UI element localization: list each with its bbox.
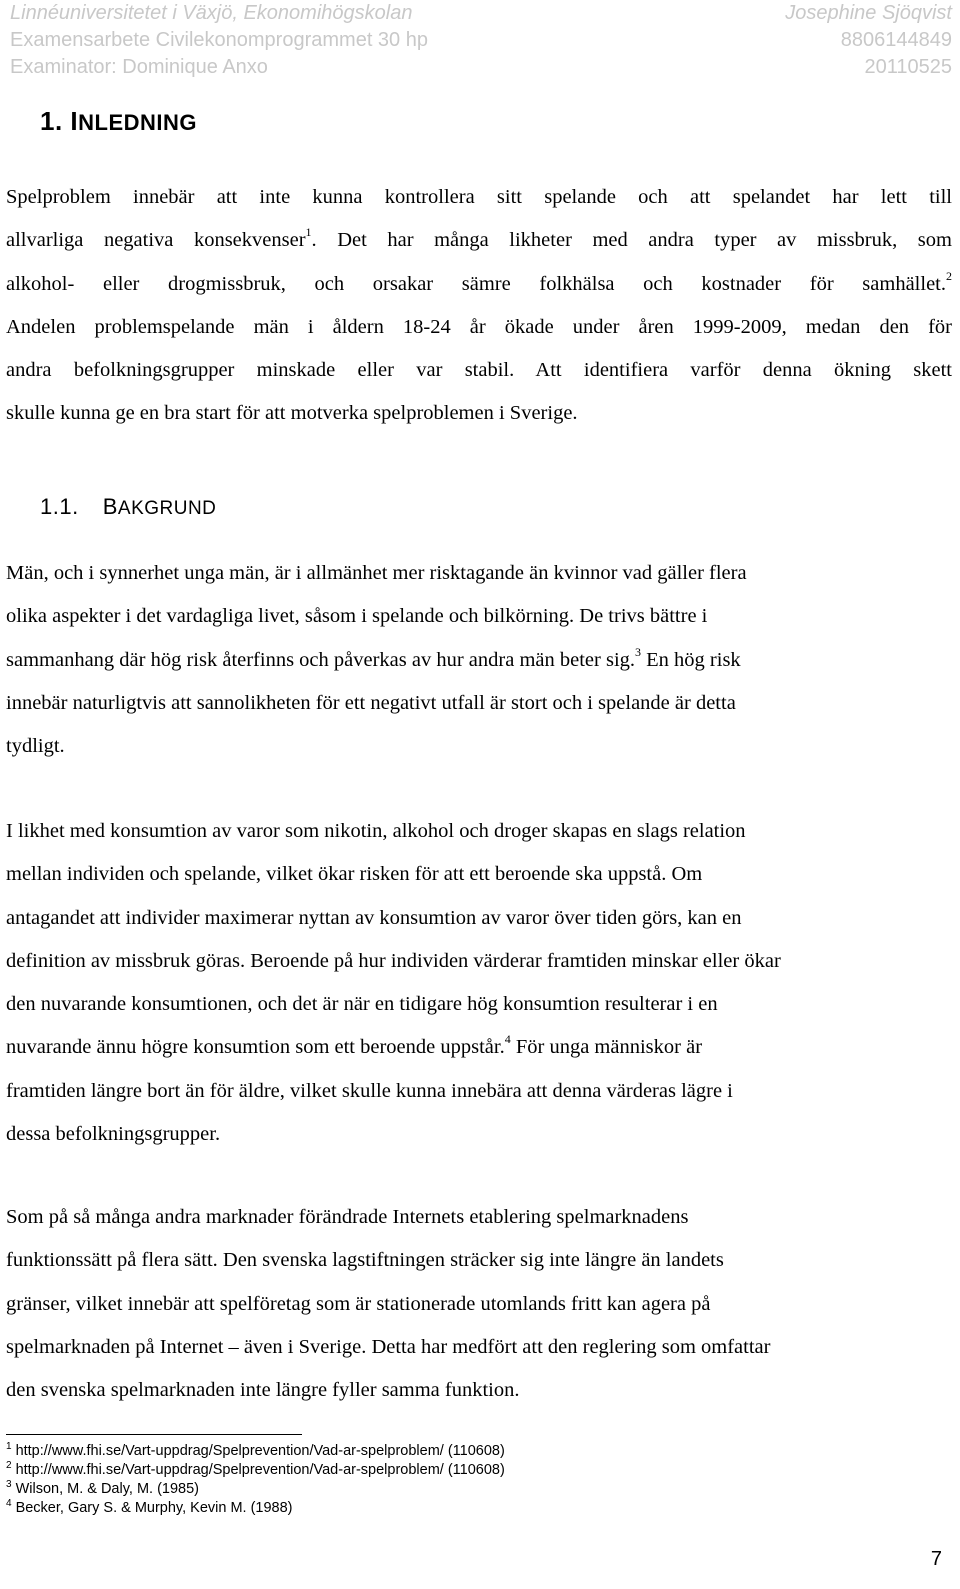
text-span: En hög risk: [641, 648, 741, 671]
text-line: tydligt.: [6, 735, 65, 758]
text-line: definition av missbruk göras. Beroende på hur individen värderar framtiden minskar eller ökar: [6, 949, 781, 972]
footnotes: [6, 1442, 505, 1518]
footnote-ref: 1: [305, 225, 312, 240]
text-line: spelmarknaden på Internet – även i Sverige. Detta har medfört att den reglering som omfattar: [6, 1335, 771, 1358]
paragraph-bakgrund-2: [6, 810, 952, 1156]
text-span: För unga människor är: [510, 1036, 703, 1059]
text-line: framtiden längre bort än för äldre, vilket skulle kunna innebära att denna värderas lägre i: [6, 1079, 733, 1102]
header-row-3: [10, 54, 952, 81]
header-thesis: Examensarbete Civilekonomprogrammet 30 hp: [10, 29, 428, 51]
text-line: innebär naturligtvis att sannolikheten för ett negativt utfall är stort och i spelande är detta: [6, 691, 736, 714]
footnote-number: 3: [6, 1479, 12, 1490]
header-row-2: [10, 27, 952, 54]
text-line: Andelen problemspelande män i åldern 18-24 år ökade under åren 1999-2009, medan den för: [6, 315, 952, 338]
text-span: allvarliga negativa konsekvenser: [6, 229, 306, 252]
footnote-3: [6, 1480, 505, 1499]
page-header: [10, 0, 952, 81]
text-line: den svenska spelmarknaden inte längre fyller samma funktion.: [6, 1379, 520, 1402]
footnote-number: 2: [6, 1460, 12, 1471]
section-number: 1.: [40, 106, 63, 136]
footnote-number: 4: [6, 1498, 12, 1509]
text-line: funktionssätt på flera sätt. Den svenska lagstiftningen sträcker sig inte längre än landets: [6, 1249, 724, 1272]
text-line: [6, 639, 952, 682]
text-line: dessa befolkningsgrupper.: [6, 1123, 221, 1146]
text-line: I likhet med konsumtion av varor som nikotin, alkohol och droger skapas en slags relation: [6, 820, 746, 842]
subsection-title-rest: AKGRUND: [117, 498, 217, 519]
footnote-number: 1: [6, 1441, 12, 1452]
section-title-rest: NLEDNING: [78, 110, 198, 135]
footnote-ref: 3: [635, 644, 642, 659]
footnote-text: Becker, Gary S. & Murphy, Kevin M. (1988): [15, 1500, 293, 1516]
text-line: [6, 263, 952, 306]
paragraph-intro: [6, 176, 952, 436]
footnote-text: Wilson, M. & Daly, M. (1985): [15, 1481, 200, 1497]
text-line: skulle kunna ge en bra start för att motverka spelproblemen i Sverige.: [6, 402, 578, 425]
header-author: Josephine Sjöqvist: [785, 2, 952, 24]
page-number: 7: [930, 1548, 942, 1570]
paragraph-bakgrund-1: [6, 552, 952, 768]
header-row-1: [10, 0, 952, 27]
text-line: [6, 1026, 952, 1069]
text-line: Män, och i synnerhet unga män, är i allmänhet mer risktagande än kvinnor vad gäller flera: [6, 562, 747, 584]
header-university: Linnéuniversitetet i Växjö, Ekonomihögskolan: [10, 2, 413, 24]
text-line: mellan individen och spelande, vilket ökar risken för att ett beroende ska uppstå. Om: [6, 863, 703, 886]
paragraph-bakgrund-3: [6, 1196, 952, 1412]
header-examiner: Examinator: Dominique Anxo: [10, 56, 268, 78]
footnote-ref: 2: [946, 268, 952, 283]
subsection-number: 1.1.: [40, 494, 79, 519]
section-title-first: I: [70, 106, 79, 136]
footnote-ref: 4: [504, 1032, 511, 1047]
text-line: antagandet att individer maximerar nyttan av konsumtion av varor över tiden görs, kan en: [6, 906, 742, 929]
footnote-2: [6, 1461, 505, 1480]
text-line: den nuvarande konsumtionen, och det är när en tidigare hög konsumtion resulterar i en: [6, 993, 718, 1016]
text-line: [6, 219, 952, 262]
text-line: Spelproblem innebär att inte kunna kontrollera sitt spelande och att spelandet har lett till: [6, 186, 952, 208]
text-span: sammanhang där hög risk återfinns och påverkas av hur andra män beter sig.: [6, 648, 636, 671]
subsection-heading-bakgrund: [40, 494, 216, 520]
footnote-1: [6, 1442, 505, 1461]
text-span: . Det har många likheter med andra typer av missbruk, som: [311, 229, 952, 252]
header-date: 20110525: [864, 56, 952, 78]
text-line: Som på så många andra marknader förändrade Internets etablering spelmarknadens: [6, 1206, 689, 1228]
header-id-number: 8806144849: [840, 29, 952, 51]
text-line: gränser, vilket innebär att spelföretag som är stationerade utomlands fritt kan agera på: [6, 1292, 711, 1315]
text-span: nuvarande ännu högre konsumtion som ett beroende uppstår.: [6, 1036, 505, 1059]
text-span: alkohol- eller drogmissbruk, och orsakar sämre folkhälsa och kostnader för samhället.: [6, 272, 946, 295]
text-line: olika aspekter i det vardagliga livet, såsom i spelande och bilkörning. De trivs bättre i: [6, 605, 708, 628]
footnote-text: http://www.fhi.se/Vart-uppdrag/Spelprevention/Vad-ar-spelproblem/ (110608): [15, 1443, 505, 1459]
footnote-4: [6, 1499, 505, 1518]
text-line: andra befolkningsgrupper minskade eller var stabil. Att identifiera varför denna ökning skett: [6, 359, 952, 382]
subsection-title-first: B: [102, 494, 118, 519]
section-heading-inledning: [40, 106, 197, 137]
footnote-text: http://www.fhi.se/Vart-uppdrag/Spelprevention/Vad-ar-spelproblem/ (110608): [15, 1462, 505, 1478]
footnote-divider: [6, 1434, 302, 1435]
